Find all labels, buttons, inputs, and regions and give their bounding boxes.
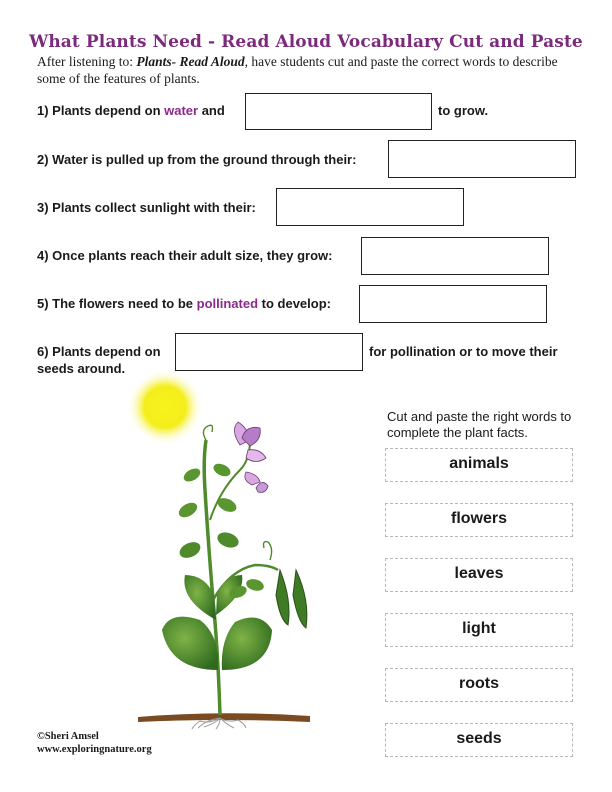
question-6-trail: for pollination or to move their <box>369 344 558 359</box>
credit-author: ©Sheri Amsel <box>37 731 99 742</box>
word-card-roots[interactable]: roots <box>385 668 573 702</box>
question-1-highlight: water <box>164 103 199 118</box>
intro-prefix: After listening to: <box>37 54 137 69</box>
answer-box-5[interactable] <box>359 285 547 323</box>
answer-box-2[interactable] <box>388 140 576 178</box>
word-card-flowers[interactable]: flowers <box>385 503 573 537</box>
answer-box-4[interactable] <box>361 237 549 275</box>
question-5-text: 5) The flowers need to be <box>37 296 197 311</box>
intro-suffix: , have students cut and paste the correct words to describe some of the features of plants. <box>37 54 558 86</box>
word-card-leaves[interactable]: leaves <box>385 558 573 592</box>
word-card-seeds[interactable]: seeds <box>385 723 573 757</box>
plant-illustration <box>110 370 330 730</box>
question-2: 2) Water is pulled up from the ground through their: <box>37 152 357 167</box>
word-card-animals[interactable]: animals <box>385 448 573 482</box>
answer-box-6[interactable] <box>175 333 363 371</box>
page-title: What Plants Need - Read Aloud Vocabulary Cut and Paste <box>29 32 583 52</box>
credit <box>37 730 152 756</box>
answer-box-3[interactable] <box>276 188 464 226</box>
question-5-highlight: pollinated <box>196 296 259 311</box>
question-1-trail: to grow. <box>438 103 489 118</box>
book-title: Plants- Read Aloud <box>136 54 245 69</box>
question-1-text-after: and <box>198 103 225 118</box>
question-5 <box>37 296 331 311</box>
question-6: 6) Plants depend on <box>37 344 161 359</box>
word-bank-instructions: Cut and paste the right words to complete the plant facts. <box>387 409 572 440</box>
intro-text <box>37 53 582 87</box>
question-3: 3) Plants collect sunlight with their: <box>37 200 256 215</box>
answer-box-1[interactable] <box>245 93 432 130</box>
credit-website[interactable]: www.exploringnature.org <box>37 744 152 755</box>
question-1-text: 1) Plants depend on <box>37 103 165 118</box>
sun-icon <box>127 370 203 445</box>
word-card-light[interactable]: light <box>385 613 573 647</box>
question-6-trail-2: seeds around. <box>37 361 126 376</box>
question-5-text-after: to develop: <box>258 296 331 311</box>
question-4: 4) Once plants reach their adult size, they grow: <box>37 248 333 263</box>
flower-icon <box>234 422 268 492</box>
question-1 <box>37 103 225 118</box>
